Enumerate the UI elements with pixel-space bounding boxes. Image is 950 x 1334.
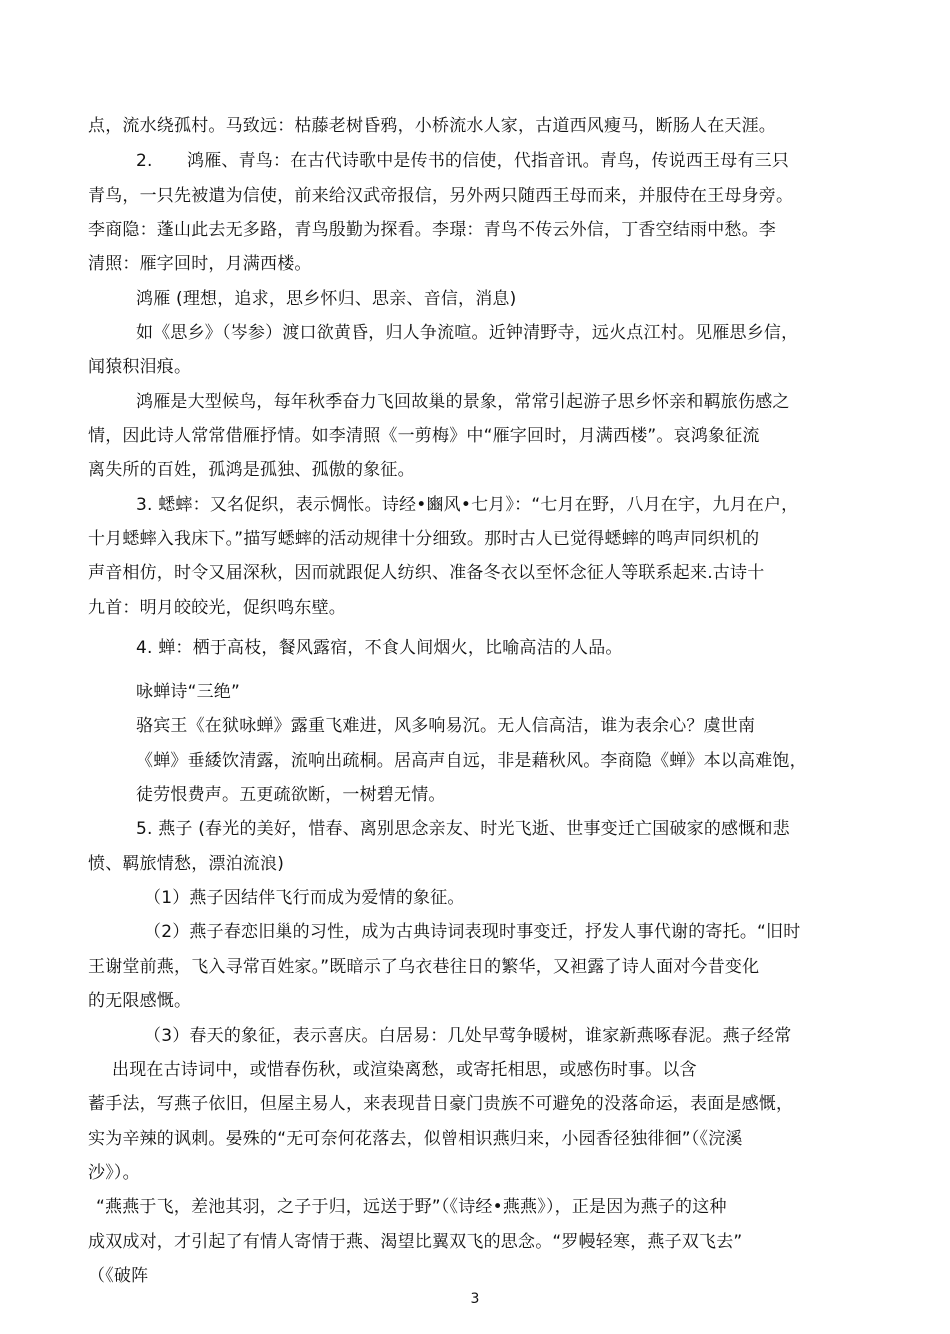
text-line: （《破阵 bbox=[88, 1266, 149, 1286]
text-line: 实为辛辣的讽刺。晏殊的“无可奈何花落去，似曾相识燕归来，小园香径独徘徊”（《浣溪 bbox=[88, 1129, 743, 1149]
text-line: 王谢堂前燕，飞入寻常百姓家。”既暗示了乌衣巷往日的繁华，又袒露了诗人面对今昔变化 bbox=[88, 957, 760, 977]
text-line: 3. 蟋蟀：又名促织，表示惆怅。诗经•豳风•七月》：“七月在野，八月在宇，九月在户， bbox=[136, 495, 799, 515]
text-line: 骆宾王《在狱咏蝉》露重飞难进，风多响易沉。无人信高洁，谁为表余心？虞世南 bbox=[136, 716, 756, 736]
text-line: 鸿雁 (理想，追求，思乡怀归、思亲、音信，消息) bbox=[136, 289, 517, 309]
text-line: 李商隐：蓬山此去无多路，青鸟殷勤为探看。李璟：青鸟不传云外信，丁香空结雨中愁。李 bbox=[88, 220, 776, 240]
text-line: （1）燕子因结伴飞行而成为爱情的象征。 bbox=[144, 888, 465, 908]
text-line: 鸿雁是大型候鸟，每年秋季奋力飞回故巢的景象，常常引起游子思乡怀亲和羁旅伤感之 bbox=[136, 392, 790, 412]
text-line: 十月蟋蟀入我床下。”描写蟋蟀的活动规律十分细致。那时古人已觉得蟋蟀的鸣声同织机的 bbox=[88, 529, 760, 549]
text-line: 清照：雁字回时，月满西楼。 bbox=[88, 254, 312, 274]
text-line: 声音相仿，时令又届深秋，因而就跟促人纺织、准备冬衣以至怀念征人等联系起来.古诗十 bbox=[88, 563, 765, 583]
text-line: 点，流水绕孤村。马致远：枯藤老树昏鸦，小桥流水人家，古道西风瘦马，断肠人在天涯。 bbox=[88, 116, 776, 136]
text-line: 沙》）。 bbox=[88, 1163, 140, 1183]
text-line: 蓄手法，写燕子依旧，但屋主易人，来表现昔日豪门贵族不可避免的没落命运，表面是感慨， bbox=[88, 1094, 794, 1114]
text-line: 出现在古诗词中，或惜春伤秋，或渲染离愁，或寄托相思，或感伤时事。以含 bbox=[112, 1060, 697, 1080]
text-line: 的无限感慨。 bbox=[88, 991, 192, 1011]
text-line: （2）燕子春恋旧巢的习性，成为古典诗词表现时事变迁，抒发人事代谢的寄托。“旧时 bbox=[144, 922, 801, 942]
text-line: 5. 燕子 (春光的美好，惜春、离别思念亲友、时光飞逝、世事变迁亡国破家的感慨和悲 bbox=[136, 819, 790, 839]
text-line: 青鸟，一只先被遣为信使，前来给汉武帝报信，另外两只随西王母而来，并服侍在王母身旁。 bbox=[88, 186, 794, 206]
text-line: （3）春天的象征，表示喜庆。白居易：几处早莺争暖树，谁家新燕啄春泥。燕子经常 bbox=[144, 1026, 792, 1046]
text-line: 九首：明月皎皎光，促织鸣东壁。 bbox=[88, 598, 346, 618]
text-line: 《蝉》垂緌饮清露，流响出疏桐。居高声自远，非是藉秋风。李商隐《蝉》本以高难饱， bbox=[136, 751, 807, 771]
text-line: 如《思乡》（岑参）渡口欲黄昏，归人争流喧。近钟清野寺，远火点江村。见雁思乡信， bbox=[136, 323, 799, 343]
page-number: 3 bbox=[470, 1291, 480, 1307]
text-line: 4. 蝉：栖于高枝，餐风露宿，不食人间烟火，比喻高洁的人品。 bbox=[136, 638, 623, 658]
text-line: 徒劳恨费声。五更疏欲断，一树碧无情。 bbox=[136, 785, 446, 805]
text-line: 成双成对，才引起了有情人寄情于燕、渴望比翼双飞的思念。“罗幔轻寒，燕子双飞去” bbox=[88, 1232, 743, 1252]
text-line: 离失所的百姓，孤鸿是孤独、孤傲的象征。 bbox=[88, 460, 415, 480]
text-line: 闻猿积泪痕。 bbox=[88, 357, 192, 377]
text-line: 愤、羁旅情愁，漂泊流浪) bbox=[88, 854, 285, 874]
text-line: 2. 鸿雁、青鸟：在古代诗歌中是传书的信使，代指音讯。青鸟，传说西王母有三只 bbox=[136, 151, 790, 171]
text-line: “燕燕于飞，差池其羽，之子于归，远送于野”（《诗经•燕燕》），正是因为燕子的这种 bbox=[96, 1197, 727, 1217]
text-line: 咏蝉诗“三绝” bbox=[136, 682, 241, 702]
text-line: 情，因此诗人常常借雁抒情。如李清照《一剪梅》中“雁字回时，月满西楼”。哀鸿象征流 bbox=[88, 426, 760, 446]
